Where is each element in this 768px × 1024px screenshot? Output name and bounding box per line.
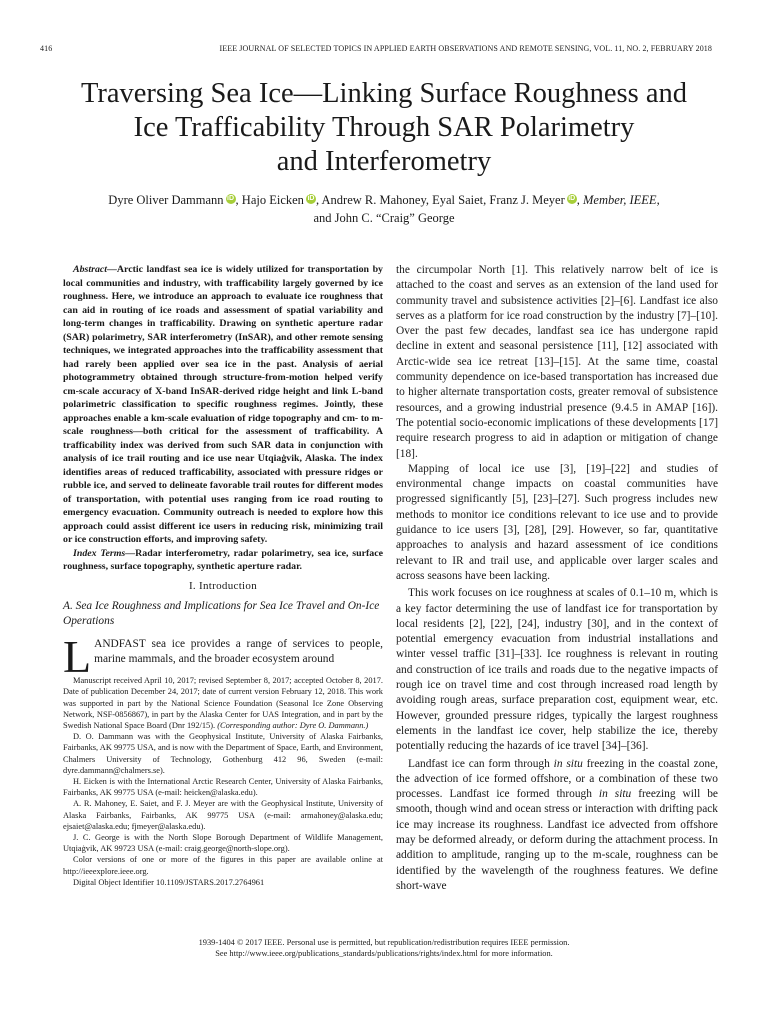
page-number: 416 (40, 44, 53, 53)
intro-paragraph (63, 630, 383, 682)
membership: Member, IEEE, (582, 193, 660, 207)
lead-caps: ANDFAST (94, 637, 146, 650)
copyright-line: 1939-1404 © 2017 IEEE. Personal use is permitted, but republication/redistribution requires IEEE permission. (198, 938, 570, 947)
body-paragraph: This work focuses on ice roughness at scales of 0.1–10 m, which is a key factor determining the use of landfast ice for transportation by local residents [2], [22], [24], industry [30], and in the context of potential emergency evacuation from industrial installations and winter vessel traffic [31]–[33]. Ice roughness is relevant in routing and construction of ice trails and roads due to the negative impacts of rough ice on travel time and cost through increased road length by avoiding rough areas, surface preparation cost, equipment wear, etc. However, grounded pressure ridges, typically the largest roughness elements in the landfast ice cover, help stabilize the ice, thereby potentially reducing the hazards of ice travel [34]–[36]. (396, 587, 718, 753)
footnote-color: Color versions of one or more of the figures in this paper are available online at http://ieeexplore.ieee.org. (63, 855, 383, 876)
title-line-1: Traversing Sea Ice—Linking Surface Roughness and (80, 78, 688, 109)
footnote-affiliation: H. Eicken is with the International Arctic Research Center, University of Alaska Fairbanks, Fairbanks, AK 99775 USA (e-mail: heicken@alaska.edu). (63, 776, 383, 798)
footnote-manuscript: Manuscript received April 10, 2017; revised September 8, 2017; accepted October 8, 2017. Date of publication December 24, 2017; date of current version February 12, 2018. This work was supported in part by the National Science Foundation (Seasonal Ice Zone Observing Network, NSF-0856867), in part by the Alaska Center for UAS Integration, and in part by the Swedish National Space Board (Dnr 192/15). (Corresponding author: Dyre O. Dammann.) (63, 676, 383, 730)
orcid-icon[interactable]: iD (227, 195, 235, 202)
abstract-label: Abstract— (73, 264, 117, 275)
author-line-1: Dyre Oliver Dammann iD , Hajo Eicken iD , Andrew R. Mahoney, Eyal Saiet, Franz J. Meyer iD , Member, IEEE, (108, 193, 660, 207)
footnote-affiliation: J. C. George is with the North Slope Borough Department of Wildlife Management, Utqiaġvik, AK 99723 USA (e-mail: craig.george@north-slope.org). (63, 832, 383, 854)
body-paragraph: Landfast ice can form through in situ freezing in the coastal zone, the advection of ice formed offshore, or a combination of these two processes. Landfast ice formed through in situ freezing will be smooth, though wind and ocean stress or interaction with drifting pack ice may increase its roughness. Landfast ice advected from offshore may be deformed already, or deform during the attachment process. In addition to amplitude, ranging up to the m-scale, roughness can be identified by the wavelength of the roughness features. We define short-wave (396, 757, 719, 892)
index-terms-text: Radar interferometry, radar polarimetry, sea ice, surface roughness, surface topography, synthetic aperture radar. (63, 547, 383, 572)
permissions-link[interactable]: See http://www.ieee.org/publications_standards/publications/rights/index.html for more information. (215, 949, 553, 958)
journal-header: IEEE JOURNAL OF SELECTED TOPICS IN APPLIED EARTH OBSERVATIONS AND REMOTE SENSING, VOL. 11, NO. 2, FEBRUARY 2018 (219, 44, 712, 53)
abstract (63, 263, 383, 547)
index-terms (63, 547, 383, 574)
left-column (63, 263, 383, 888)
title-line-2: Ice Trafficability Through SAR Polarimetry (133, 112, 635, 143)
author-name: Andrew R. Mahoney, Eyal Saiet, Franz J. Meyer (321, 193, 565, 207)
copyright-footer (40, 937, 728, 959)
index-terms-label: Index Terms— (73, 547, 136, 559)
abstract-text: Arctic landfast sea ice is widely utilized for transportation by local communities and industry, with trafficability largely governed by ice roughness. Here, we introduce an approach to evaluate ice roughness that can aid in routing of ice roads and assessment of spatial variability and long-term changes in trafficability. Drawing on synthetic aperture radar (SAR) polarimetry, SAR interferometry (InSAR), and other remote sensing techniques, we integrated approaches into the trafficability assessment that had rarely been applied over sea ice in the past. Analysis of aerial photogrammetry obtained through structure-from-motion helped verify cm-scale accuracy of X-band InSAR-derived ridge height and link L-band polarimetric classification to specific roughness regimes. Jointly, these approaches enable a km-scale evaluation of ridge topography and cm- to m-scale roughness—both critical for the assessment of trafficability. A trafficability index was derived from such SAR data in conjunction with analysis of ice trail routing and ice use near Utqiaġvik, Alaska. The index identifies areas of reduced trafficability, associated with pressure ridges or rubble ice, and served to delineate favorable trail routes for different modes of transportation, with potential uses ranging from ice road routing to emergency evacuation. Community outreach is needed to explore how this approach could assist different ice users in reducing risk, minimizing trail or ice construction efforts, and improving safety. (63, 264, 383, 545)
title-line-3: and Interferometry (276, 146, 492, 177)
right-column (396, 263, 718, 894)
author-name: Hajo Eicken (241, 193, 304, 207)
author-line-2: and John C. “Craig” George (313, 211, 455, 225)
dropcap: L (63, 630, 92, 682)
intro-text: sea ice provides a range of services to people, marine mammals, and the broader ecosystem around (94, 637, 383, 665)
body-paragraph: the circumpolar North [1]. This relatively narrow belt of ice is attached to the coast and serves as an extension of the land used for community travel and subsistence activities [2]–[6]. Landfast ice also serves as a platform for ice road construction by the industry [7]–[10]. Over the past few decades, landfast sea ice has undergone rapid decline in extent and seasonal persistence [11], [12] associated with Arctic-wide sea ice retreat [13]–[15]. At the same time, coastal community dependence on ice-based transportation has increased due to higher alternate transportation costs, greater removal of subsistence resources, and a growing industrial presence (9.4.5 in AMAP [16]). The potential socio-economic implications of these developments [17] require research progress to aid in adaption or mitigation of change [18]. (396, 264, 718, 460)
subsection-heading: A. Sea Ice Roughness and Implications for Sea Ice Travel and On-Ice Operations (63, 599, 380, 627)
author-list (40, 191, 728, 227)
author-name: Dyre Oliver Dammann (108, 193, 224, 207)
footnote-affiliation: D. O. Dammann was with the Geophysical Institute, University of Alaska Fairbanks, Fairbanks, AK 99775 USA, and is now with the Department of Space, Earth, and Environment, Chalmers University of Technology, Gothenburg 412 96, Sweden (e-mail: dyre.dammann@chalmers.se). (63, 732, 383, 775)
footnotes (63, 675, 383, 888)
footnote-affiliation: A. R. Mahoney, E. Saiet, and F. J. Meyer are with the Geophysical Institute, University of Alaska Fairbanks, Fairbanks, AK 99775 USA (e-mail: armahoney@alaska.edu; ejsaiet@alaska.edu; fjmeyer@alaska.edu). (63, 799, 383, 831)
footnote-doi: Digital Object Identifier 10.1109/JSTARS.2017.2764961 (73, 877, 265, 887)
section-heading: I. Introduction (188, 579, 258, 592)
paper-title (40, 77, 728, 179)
body-paragraph: Mapping of local ice use [3], [19]–[22] and studies of environmental change impacts on coastal communities have progressed significantly [5], [23]–[27]. Such progress includes new methods to monitor ice conditions relevant to ice use and to provide guidance to ice users [3], [28], [29]. However, so far, quantitative approaches to analysis and hazard assessment of ice conditions relevant to IR and trail use, and applicable over larger scales and across seasons have been lacking. (396, 462, 718, 582)
orcid-icon[interactable]: iD (307, 195, 315, 202)
orcid-icon[interactable]: iD (568, 195, 576, 202)
corresponding-author: (Corresponding author: Dyre O. Dammann.) (217, 720, 369, 730)
